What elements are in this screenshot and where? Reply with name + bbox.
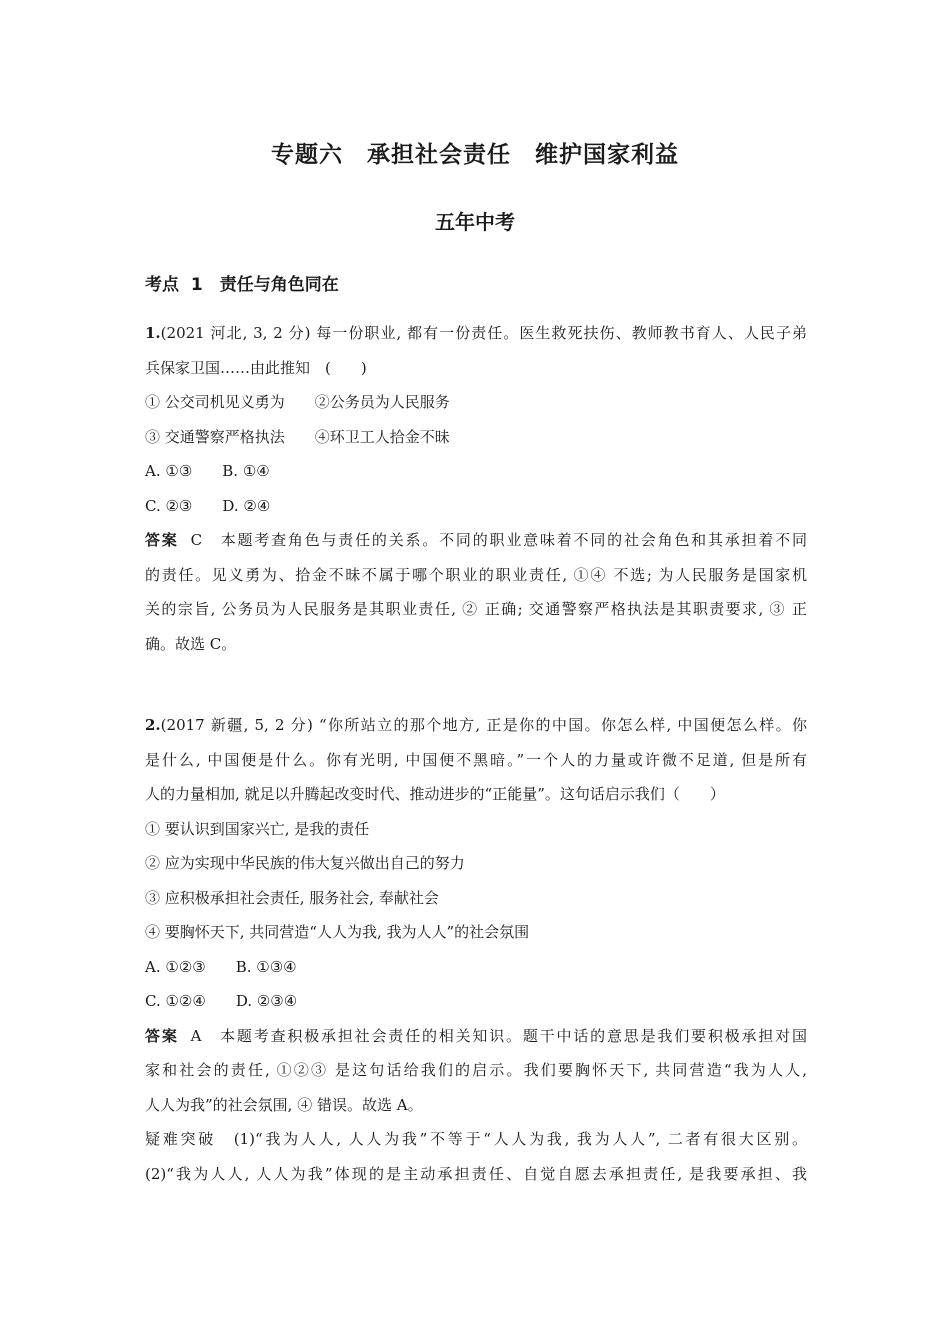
question-2-tip-line: (2)“我为人人, 人人为我”体现的是主动承担责任、自觉自愿去承担责任, 是我要承担、我 — [145, 1164, 807, 1183]
question-2-statement: ③ 应积极承担社会责任, 服务社会, 奉献社会 — [145, 888, 439, 907]
question-2-answer-line: 人人为我”的社会氛围, ④ 错误。故选 A。 — [145, 1095, 423, 1114]
question-1-statements-row: ③ 交通警察严格执法 ④环卫工人拾金不昧 — [145, 427, 450, 446]
question-2-tip-line: 疑难突破 (1)“我为人人, 人人为我”不等于“人人为我, 我为人人”, 二者有很大区别。 — [145, 1130, 807, 1148]
question-1-answer-line: 确。故选 C。 — [145, 634, 237, 653]
question-2-line: 2.(2017 新疆, 5, 2 分) “你所站立的那个地方, 正是你的中国。你怎么样, 中国便怎么样。你 — [145, 716, 807, 734]
question-1-choices-row: A. ①③ B. ①④ — [145, 462, 270, 480]
question-2-answer: 答案 A 本题考查积极承担社会责任的相关知识。题干中话的意思是我们要积极承担对国 — [145, 1026, 807, 1045]
question-2-statement: ② 应为实现中华民族的伟大复兴做出自己的努力 — [145, 854, 465, 872]
question-2-answer-line: 家和社会的责任, ①②③ 是这句话给我们的启示。我们要胸怀天下, 共同营造“我为人人, — [145, 1061, 807, 1079]
answer-label: 答案 — [145, 531, 179, 549]
question-2-line: 是什么, 中国便是什么。你有光明, 中国便不黑暗。”一个人的力量或许微不足道, 但是所有 — [145, 750, 807, 769]
question-1-line: 1.(2021 河北, 3, 2 分) 每一份职业, 都有一份责任。医生救死扶伤、教师教书育人、人民子弟 — [145, 324, 807, 342]
question-1-answer-line: 的责任。见义勇为、拾金不昧不属于哪个职业的职业责任, ①④ 不选; 为人民服务是国家机 — [145, 565, 807, 584]
question-1-statements-row: ① 公交司机见义勇为 ②公务员为人民服务 — [145, 393, 450, 411]
section-heading: 考点 1 责任与角色同在 — [145, 275, 339, 295]
question-1-answer-line: 关的宗旨, 公务员为人民服务是其职业责任, ② 正确; 交通警察严格执法是其职责要求, ③ 正 — [145, 600, 807, 618]
question-2-choices-row: C. ①②④ D. ②③④ — [145, 992, 298, 1010]
question-2 — [145, 708, 807, 1191]
question-2-number: 2. — [145, 716, 161, 734]
page-subtitle: 五年中考 — [435, 210, 515, 234]
questions-content — [145, 316, 807, 1191]
question-1-number: 1. — [145, 324, 161, 342]
question-2-statement: ① 要认识到国家兴亡, 是我的责任 — [145, 819, 370, 838]
page-title: 专题六 承担社会责任 维护国家利益 — [271, 142, 679, 168]
question-gap — [145, 661, 807, 708]
question-2-statement: ④ 要胸怀天下, 共同营造“人人为我, 我为人人”的社会氛围 — [145, 923, 530, 941]
answer-label: 答案 — [145, 1026, 179, 1045]
question-1-line: 兵保家卫国……由此推知 ( ) — [145, 358, 367, 377]
question-2-line: 人的力量相加, 就足以升腾起改变时代、推动进步的“正能量”。这句话启示我们（ ） — [145, 785, 725, 803]
question-2-choices-row: A. ①②③ B. ①③④ — [145, 957, 297, 976]
question-1 — [145, 316, 807, 661]
question-1-answer: 答案 C 本题考查角色与责任的关系。不同的职业意味着不同的社会角色和其承担着不同 — [145, 531, 807, 549]
question-1-choices-row: C. ②③ D. ②④ — [145, 496, 271, 515]
